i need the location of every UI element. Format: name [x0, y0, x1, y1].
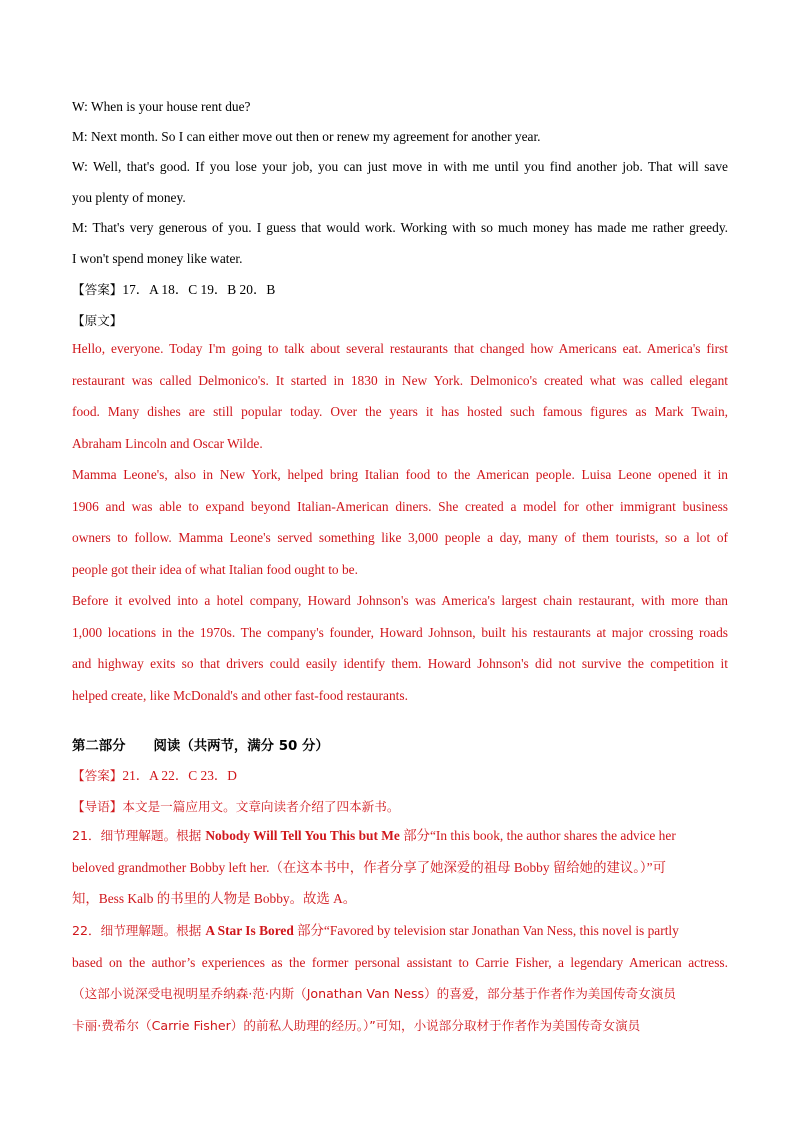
q22-line: （这部小说深受电视明星乔纳森·范·内斯（Jonathan Van Ness）的喜爱，部分基于作者作为美国传奇女演员: [72, 986, 676, 1001]
passage-line: helped create, like McDonald's and other fast-food restaurants.: [72, 688, 408, 703]
q21-line: [72, 826, 728, 846]
passage-line: food. Many dishes are still popular today. Over the years it has hosted such famous figures as Mark Twain,: [72, 404, 728, 419]
q22-line: based on the author’s experiences as the former personal assistant to Carrie Fisher, a legendary American actress.: [72, 955, 728, 970]
passage-line: and highway exits so that drivers could easily identify them. Howard Johnson's did not survive the competition it: [72, 656, 728, 671]
q22-line: [72, 921, 728, 941]
passage-line: people got their idea of what Italian food ought to be.: [72, 562, 358, 577]
guide-line: [72, 797, 728, 817]
q21-line: 知，Bess Kalb 的书里的人物是 Bobby。故选 A。: [72, 891, 357, 906]
q22-quote: 部分“Favored by television star Jonathan Van Ness, this novel is partly: [293, 923, 679, 938]
q21-line: beloved grandmother Bobby left her.（在这本书中，作者分享了她深爱的祖母 Bobby 留给她的建议。）”可: [72, 860, 666, 875]
answer-label: 【答案】: [72, 768, 123, 783]
q21-prefix: 21．细节理解题。根据: [72, 828, 206, 843]
q22-line: 卡丽·费希尔（Carrie Fisher）的前私人助理的经历。）”可知，小说部分取材于作者作为美国传奇女演员: [72, 1018, 641, 1033]
passage-line: Before it evolved into a hotel company, Howard Johnson's was America's largest chain restaurant, with more than: [72, 593, 728, 608]
passage-line: 1,000 locations in the 1970s. The company's founder, Howard Johnson, built his restaurants at major crossing roads: [72, 625, 728, 640]
answer-label: 【答案】: [72, 282, 123, 297]
dialogue-line: you plenty of money.: [72, 190, 186, 205]
dialogue-line: W: When is your house rent due?: [72, 99, 251, 114]
passage-line: 1906 and was able to expand beyond Italian-American diners. She created a model for other immigrant business: [72, 499, 728, 514]
passage-line: restaurant was called Delmonico's. It started in 1830 in New York. Delmonico's created what was called elegant: [72, 373, 728, 388]
answer-line: [72, 280, 728, 300]
passage-line: Hello, everyone. Today I'm going to talk about several restaurants that changed how Americans eat. America's first: [72, 341, 728, 356]
guide-text: 本文是一篇应用文。文章向读者介绍了四本新书。: [122, 799, 400, 814]
q21-book-title: Nobody Will Tell You This but Me: [205, 828, 400, 843]
dialogue-line: M: Next month. So I can either move out then or renew my agreement for another year.: [72, 129, 541, 144]
passage-line: Mamma Leone's, also in New York, helped bring Italian food to the American people. Luisa Leone opened it in: [72, 467, 728, 482]
answer-values: 21．A 22．C 23．D: [122, 768, 237, 783]
passage-line: owners to follow. Mamma Leone's served something like 3,000 people a day, many of them tourists, so a lot of: [72, 530, 728, 545]
dialogue-line: W: Well, that's good. If you lose your job, you can just move in with me until you find another job. That will save: [72, 159, 728, 174]
q22-prefix: 22．细节理解题。根据: [72, 923, 206, 938]
dialogue-line: I won't spend money like water.: [72, 251, 243, 266]
section-heading: 第二部分 阅读（共两节，满分 50 分）: [72, 739, 329, 754]
guide-label: 【导语】: [72, 799, 123, 814]
answer-values: 17．A 18．C 19．B 20．B: [122, 282, 276, 297]
passage-line: Abraham Lincoln and Oscar Wilde.: [72, 436, 263, 451]
answer-line: [72, 766, 728, 786]
q21-quote: 部分“In this book, the author shares the advice her: [399, 828, 676, 843]
original-label: 【原文】: [72, 313, 123, 328]
q22-book-title: A Star Is Bored: [205, 923, 294, 938]
dialogue-line: M: That's very generous of you. I guess that would work. Working with so much money has made me rather greedy.: [72, 220, 728, 235]
